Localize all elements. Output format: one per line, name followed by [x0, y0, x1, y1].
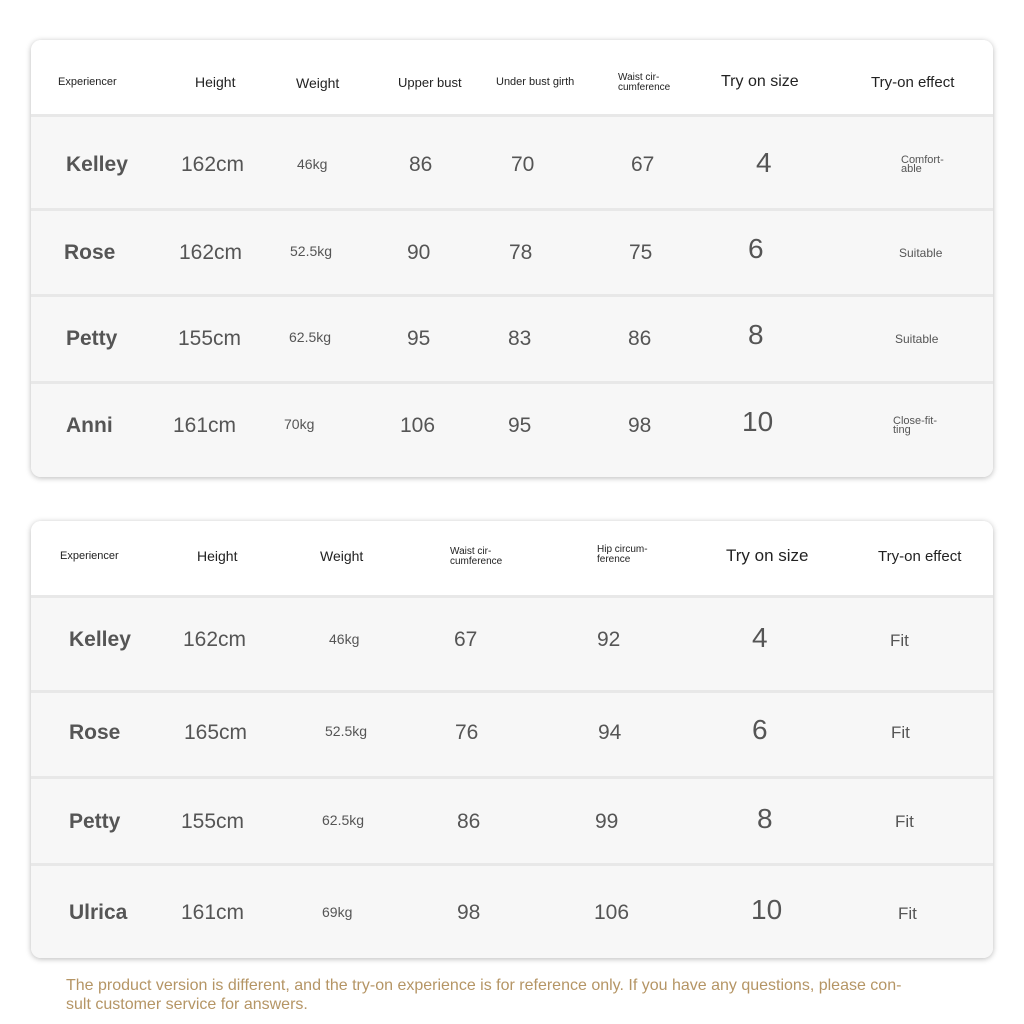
row-size: 8 — [757, 803, 773, 834]
header-try-on-size: Try on size — [721, 73, 799, 90]
row-waist: 75 — [629, 241, 653, 264]
row-weight: 62.5kg — [289, 329, 332, 345]
disclaimer-line2: sult customer service for answers. — [66, 996, 308, 1013]
row-hip: 94 — [598, 721, 622, 744]
row-waist: 98 — [628, 414, 652, 437]
row-waist: 67 — [631, 153, 655, 176]
row-name: Rose — [64, 241, 116, 264]
row-height: 162cm — [181, 153, 245, 176]
header-weight: Weight — [296, 75, 340, 91]
header-under-bust: Under bust girth — [496, 76, 575, 88]
table-2-header — [31, 521, 993, 595]
header-weight: Weight — [320, 548, 364, 564]
header-waist-line2: cumference — [618, 82, 671, 93]
row-height: 162cm — [183, 628, 247, 651]
row-waist: 98 — [457, 901, 481, 924]
row-name: Kelley — [66, 153, 128, 176]
row-effect-line1: Close-fit- — [893, 415, 938, 427]
row-hip: 92 — [597, 628, 621, 651]
header-experiencer: Experiencer — [58, 76, 117, 88]
row-effect: Fit — [891, 723, 910, 742]
table-row — [31, 598, 993, 690]
row-upper-bust: 95 — [407, 327, 431, 350]
table-row — [31, 693, 993, 776]
row-size: 8 — [748, 319, 764, 350]
header-waist-line1: Waist cir- — [450, 546, 492, 557]
row-effect-line1: Comfort- — [901, 154, 944, 166]
row-weight: 70kg — [284, 416, 315, 432]
row-effect-line2: ting — [893, 424, 911, 436]
table-row — [31, 297, 993, 381]
row-effect — [893, 417, 937, 435]
size-table-1 — [31, 40, 993, 477]
header-try-on-effect: Try-on effect — [871, 74, 955, 91]
row-weight: 46kg — [329, 631, 360, 647]
row-name: Petty — [69, 810, 121, 833]
row-size: 4 — [752, 622, 768, 653]
row-name: Ulrica — [69, 901, 128, 924]
row-name: Anni — [66, 414, 113, 437]
row-height: 165cm — [184, 721, 248, 744]
header-try-on-size: Try on size — [726, 546, 809, 565]
disclaimer-note — [66, 976, 966, 1014]
row-upper-bust: 90 — [407, 241, 431, 264]
row-size: 6 — [752, 714, 768, 745]
header-height: Height — [197, 548, 238, 564]
row-hip: 99 — [595, 810, 619, 833]
table-1-header — [31, 40, 993, 114]
row-height: 155cm — [181, 810, 245, 833]
size-table-2 — [31, 521, 993, 958]
row-under-bust: 95 — [508, 414, 532, 437]
row-upper-bust: 86 — [409, 153, 433, 176]
row-weight: 52.5kg — [325, 723, 368, 739]
row-name: Petty — [66, 327, 118, 350]
row-height: 161cm — [173, 414, 237, 437]
row-name: Rose — [69, 721, 121, 744]
row-size: 10 — [742, 406, 774, 437]
header-upper-bust: Upper bust — [398, 75, 462, 90]
header-waist-line2: cumference — [450, 556, 503, 567]
row-effect: Fit — [895, 812, 914, 831]
row-under-bust: 83 — [508, 327, 532, 350]
row-height: 155cm — [178, 327, 242, 350]
row-size: 10 — [751, 894, 783, 925]
row-effect: Suitable — [899, 246, 943, 260]
row-effect: Fit — [890, 631, 909, 650]
row-weight: 62.5kg — [322, 812, 365, 828]
header-hip-line1: Hip circum- — [597, 544, 648, 555]
row-effect: Suitable — [895, 332, 939, 346]
header-waist-line1: Waist cir- — [618, 72, 660, 83]
table-row — [31, 211, 993, 294]
row-waist: 86 — [457, 810, 481, 833]
header-waist — [450, 547, 502, 567]
row-effect: Fit — [898, 904, 917, 923]
header-waist — [618, 73, 670, 93]
row-under-bust: 70 — [511, 153, 535, 176]
row-upper-bust: 106 — [400, 414, 436, 437]
row-weight: 69kg — [322, 904, 353, 920]
row-under-bust: 78 — [509, 241, 533, 264]
row-name: Kelley — [69, 628, 131, 651]
row-effect — [901, 156, 944, 174]
header-hip-line2: ference — [597, 554, 631, 565]
table-row — [31, 866, 993, 958]
row-hip: 106 — [594, 901, 630, 924]
header-try-on-effect: Try-on effect — [878, 548, 962, 565]
row-waist: 76 — [455, 721, 479, 744]
row-effect-line2: able — [901, 163, 922, 175]
row-height: 161cm — [181, 901, 245, 924]
header-height: Height — [195, 74, 236, 90]
row-waist: 86 — [628, 327, 652, 350]
row-size: 6 — [748, 233, 764, 264]
row-height: 162cm — [179, 241, 243, 264]
row-size: 4 — [756, 147, 772, 178]
disclaimer-line1: The product version is different, and the try-on experience is for reference only. If you have any questions, please con- — [66, 977, 902, 994]
header-hip — [597, 545, 648, 565]
header-experiencer: Experiencer — [60, 550, 119, 562]
row-weight: 52.5kg — [290, 243, 333, 259]
table-row — [31, 779, 993, 863]
table-row — [31, 384, 993, 477]
row-waist: 67 — [454, 628, 478, 651]
table-row — [31, 117, 993, 208]
row-weight: 46kg — [297, 156, 328, 172]
